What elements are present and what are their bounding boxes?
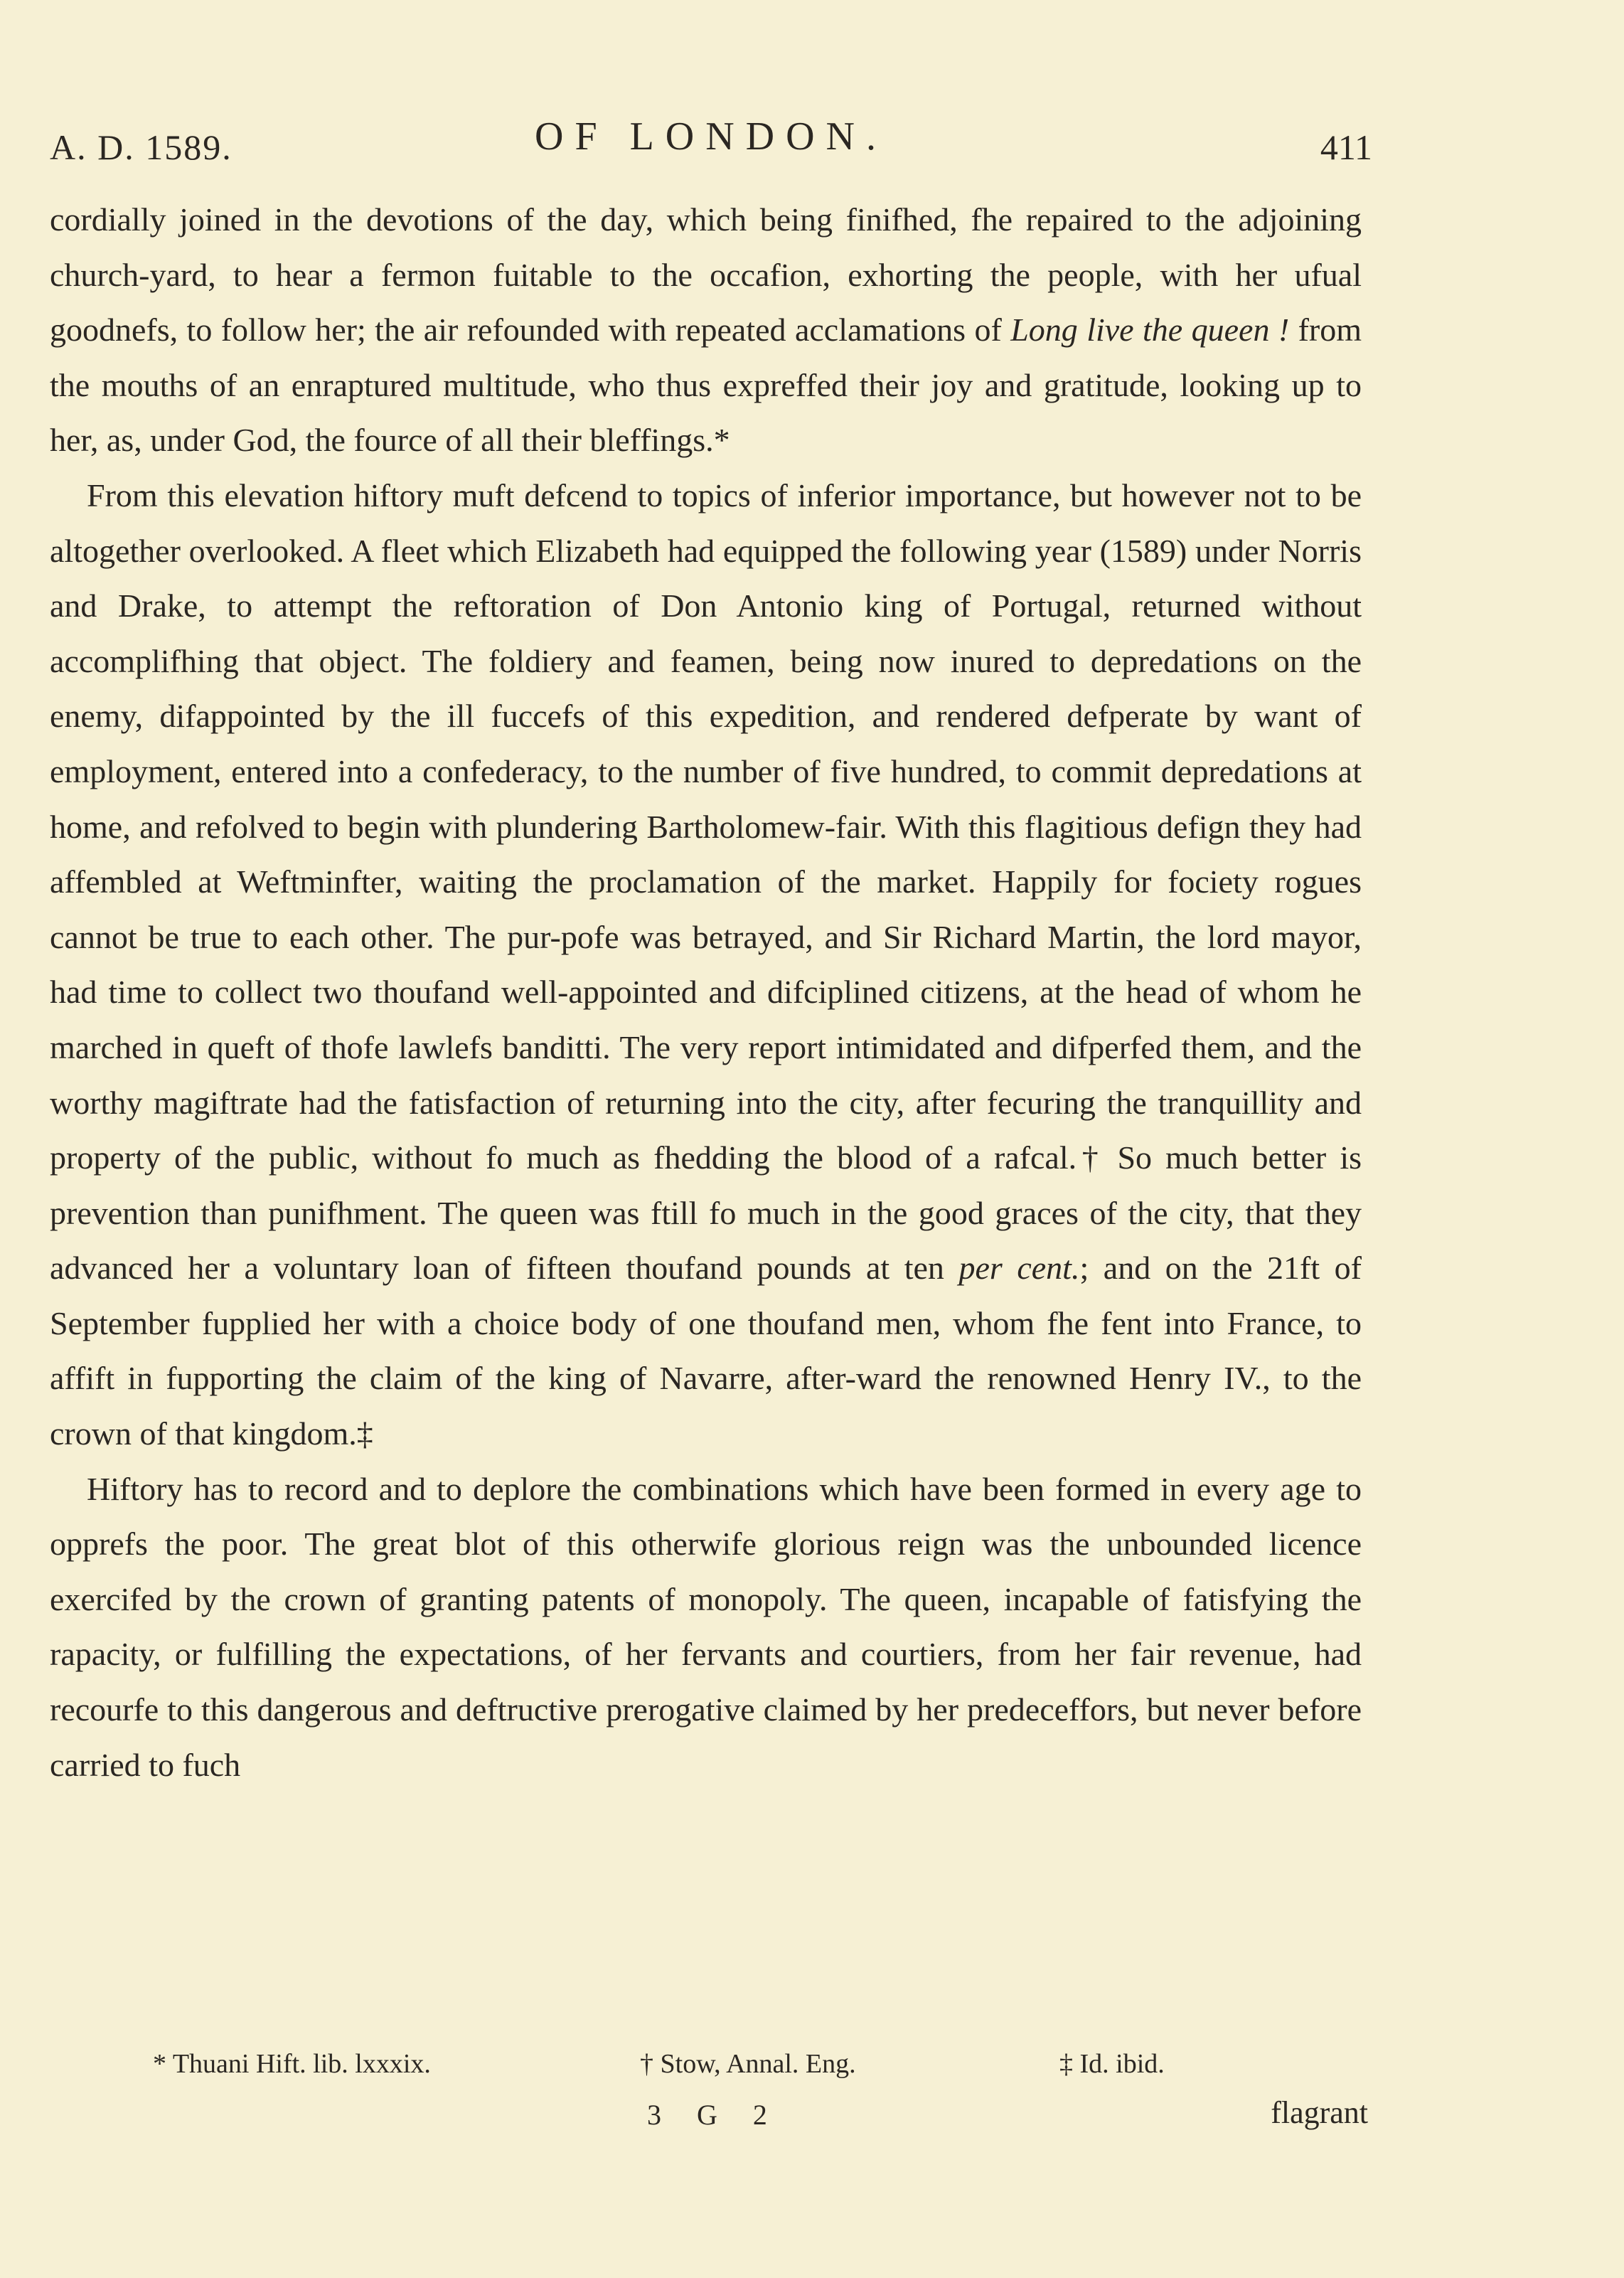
header-year: A. D. 1589. [50,127,233,167]
paragraph-2 [50,468,1362,1462]
paragraph-1 [50,192,1362,468]
paragraph-2-text-b: ; and on the 21ft of September fupplied her with a choice body of one thoufand men, whom fhe fent into France, to affift in fupporting the claim of the king of Navarre, after-ward the renowned Henry IV., to the crown of that kingdom.‡ [50,1250,1362,1452]
paragraph-3: Hiftory has to record and to deplore the combinations which have been formed in every age to opprefs the poor. The great blot of this otherwife glorious reign was the unbounded licence exercifed by the crown of granting patents of monopoly. The queen, incapable of fatisfying the rapacity, or fulfilling the expectations, of her fervants and courtiers, from her fair revenue, had recourfe to this dangerous and deftructive prerogative claimed by her predeceffors, but never before carried to fuch [50,1470,1362,1783]
paragraph-2-italic: per cent. [958,1250,1080,1287]
body-text [50,192,1362,1792]
header-title: OF LONDON. [535,115,887,159]
footnotes [50,2048,1362,2091]
footnote-1: * Thuani Hift. lib. lxxxix. [153,2049,431,2079]
paragraph-1-text-b: from the mouths of an enraptured multitude, who thus expreffed their joy and gratitude, looking up to her, as, under God, the fource of all their bleffings.* [50,312,1362,459]
paragraph-2-text-a: From this elevation hiftory muft defcend to topics of inferior importance, but however not to be altogether overlooked. A fleet which Elizabeth had equipped the following year (1589) under Norris and Drake, to attempt the reftoration of Don Antonio king of Portugal, returned without accomplifhing that object. The foldiery and feamen, being now inured to depredations on the enemy, difappointed by the ill fuccefs of this expedition, and rendered defperate by want of employment, entered into a confederacy, to the number of five hundred, to commit depredations at home, and refolved to begin with plundering Bartholomew-fair. With this flagitious defign they had affembled at Weftminfter, waiting the proclamation of the market. Happily for fociety rogues cannot be true to each other. The pur-pofe was betrayed, and Sir Richard Martin, the lord mayor, had time to collect two thoufand well-appointed and difciplined citizens, at the head of whom he marched in queft of thofe lawlefs banditti. The very report intimidated and difperfed them, and the worthy magiftrate had the fatisfaction of returning into the city, after fecuring the tranquillity and property of the public, without fo much as fhedding the blood of a rafcal.† So much better is prevention than punifhment. The queen was ftill fo much in the good graces of the city, that they advanced her a voluntary loan of fifteen thoufand pounds at ten [50,477,1362,1287]
paragraph-1-italic: Long live the queen ! [1010,312,1290,348]
footnote-3: ‡ Id. ibid. [1059,2049,1165,2079]
paragraph-1-text-a: cordially joined in the devotions of the day, which being finifhed, fhe repaired to the adjoining church-yard, to hear a fermon fuitable to the occafion, exhorting the people, with her ufual goodnefs, to follow her; the air refounded with repeated acclamations of [50,201,1362,348]
running-head [50,107,1372,167]
signature-mark: 3 G 2 [647,2099,781,2131]
footnote-2: † Stow, Annal. Eng. [640,2049,856,2079]
catchword: flagrant [1271,2095,1368,2130]
page-number: 411 [1320,127,1372,167]
